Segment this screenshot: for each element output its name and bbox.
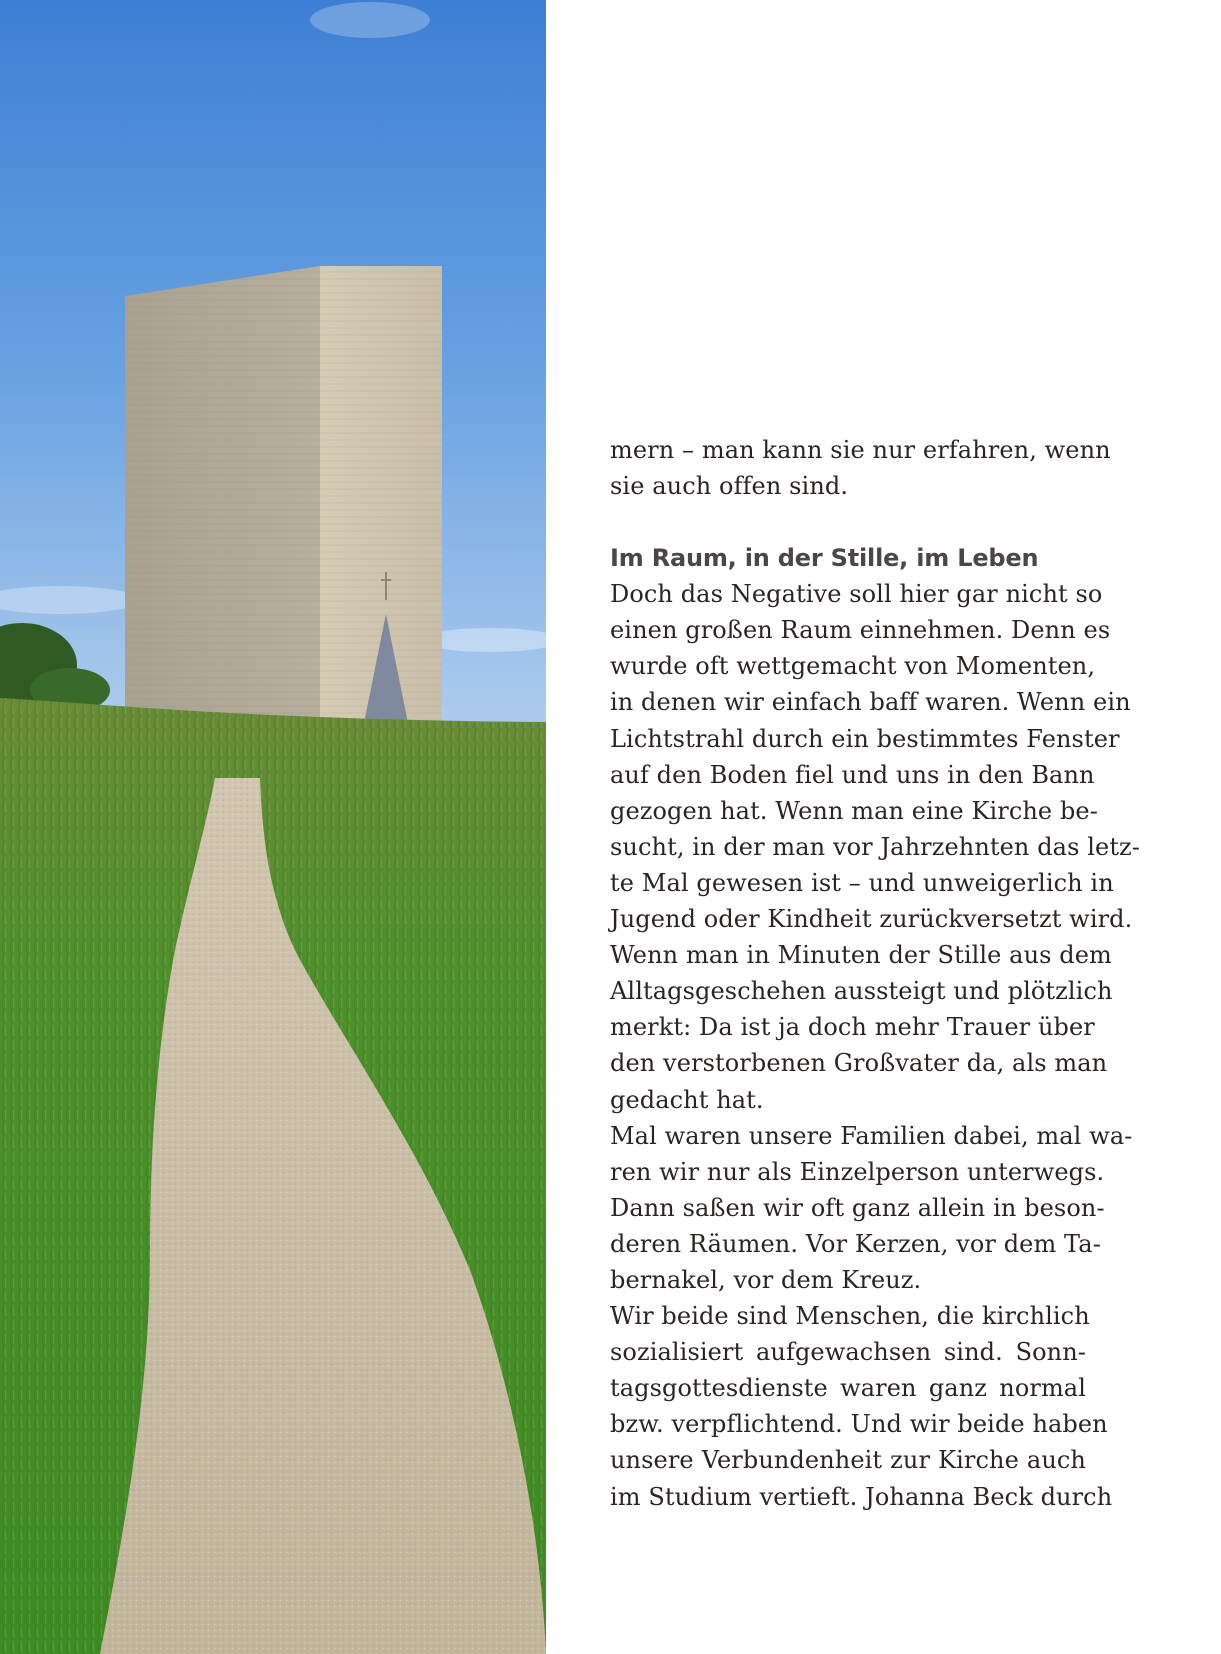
text-line: sie auch offen sind. bbox=[610, 472, 849, 501]
text-line: einen großen Raum einnehmen. Denn es bbox=[610, 616, 1111, 645]
text-line: bernakel, vor dem Kreuz. bbox=[610, 1265, 922, 1294]
text-line: mern – man kann sie nur erfahren, wenn bbox=[610, 436, 1111, 464]
text-line: sucht, in der man vor Jahrzehnten das letz- bbox=[610, 832, 1141, 861]
text-line: deren Räumen. Vor Kerzen, vor dem Ta- bbox=[610, 1229, 1101, 1258]
text-line: te Mal gewesen ist – und unweigerlich in bbox=[610, 868, 1114, 897]
text-line: Wir beide sind Menschen, die kirchlich bbox=[610, 1302, 1090, 1331]
text-line: Alltagsgeschehen aussteigt und plötzlich bbox=[610, 977, 1113, 1006]
text-line: gedacht hat. bbox=[610, 1085, 764, 1114]
text-line: Wenn man in Minuten der Stille aus dem bbox=[610, 941, 1112, 970]
paragraph-2 bbox=[610, 1118, 1133, 1298]
text-line: sozialisiert aufgewachsen sind. Sonn- bbox=[610, 1338, 1086, 1367]
text-line: Dann saßen wir oft ganz allein in beson- bbox=[610, 1193, 1105, 1222]
text-line: Mal waren unsere Familien dabei, mal wa- bbox=[610, 1121, 1133, 1150]
paragraph-1 bbox=[610, 576, 1141, 1117]
article-body bbox=[610, 432, 1141, 1515]
text-line: im Studium vertieft. Johanna Beck durch bbox=[610, 1482, 1113, 1511]
text-line: auf den Boden fiel und uns in den Bann bbox=[610, 760, 1095, 789]
text-line: Jugend oder Kindheit zurückversetzt wird. bbox=[610, 905, 1133, 934]
text-line: in denen wir einfach baff waren. Wenn ein bbox=[610, 688, 1131, 717]
text-line: unsere Verbundenheit zur Kirche auch bbox=[610, 1446, 1086, 1475]
tower-photo bbox=[0, 0, 546, 1654]
text-line: gezogen hat. Wenn man eine Kirche be- bbox=[610, 796, 1098, 825]
intro-paragraph bbox=[610, 432, 1111, 504]
text-line: Doch das Negative soll hier gar nicht so bbox=[610, 580, 1103, 609]
text-line: tagsgottesdienste waren ganz normal bbox=[610, 1374, 1086, 1403]
section-heading: Im Raum, in der Stille, im Leben bbox=[610, 544, 1039, 573]
text-line: bzw. verpflichtend. Und wir beide haben bbox=[610, 1410, 1108, 1439]
text-line: den verstorbenen Großvater da, als man bbox=[610, 1049, 1108, 1078]
paragraph-3 bbox=[610, 1298, 1113, 1515]
text-line: wurde oft wettgemacht von Momenten, bbox=[610, 652, 1096, 681]
text-line: ren wir nur als Einzelperson unterwegs. bbox=[610, 1157, 1105, 1186]
text-line: merkt: Da ist ja doch mehr Trauer über bbox=[610, 1013, 1095, 1042]
chapel-tower-photo-icon bbox=[0, 0, 546, 1654]
text-line: Lichtstrahl durch ein bestimmtes Fenster bbox=[610, 724, 1120, 753]
